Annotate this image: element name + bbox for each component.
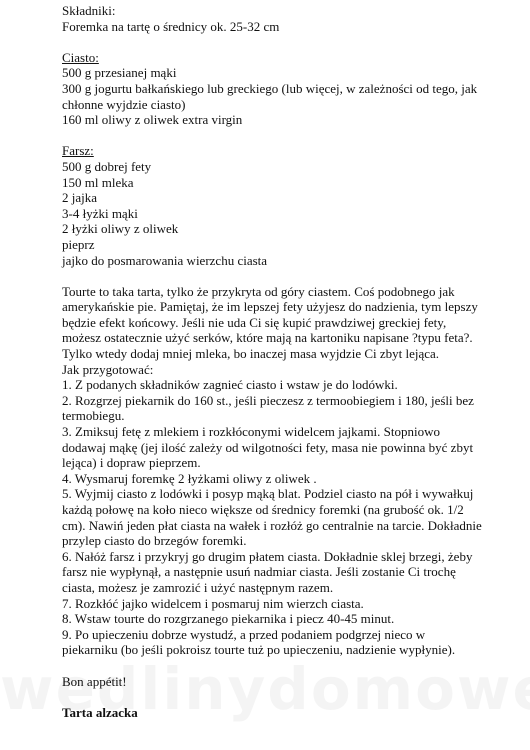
intro-line: Tourte to taka tarta, tylko że przykryta od góry ciastem. Coś podobnego jak [62, 283, 455, 299]
step-line: 9. Po upieczeniu dobrze wystudź, a przed podaniem podgrzej nieco w [62, 626, 426, 642]
filling-item: 3-4 łyżki mąki [62, 205, 138, 221]
step-line: 2. Rozgrzej piekarnik do 160 st., jeśli pieczesz z termoobiegiem i 180, jeśli bez [62, 392, 474, 408]
closing-text: Bon appétit! [62, 673, 127, 689]
filling-item: jajko do posmarowania wierzchu ciasta [62, 252, 268, 268]
step-line: 8. Wstaw tourte do rozgrzanego piekarnika i piecz 40-45 minut. [62, 611, 395, 627]
dough-item: chłonne wyjdzie ciasto) [62, 96, 186, 112]
how-to-heading: Jak przygotować: [62, 361, 154, 377]
step-line: przylep ciasto do brzegów foremki. [62, 533, 247, 549]
step-line: piekarniku (bo jeśli pokroisz tourte tuż po upieczeniu, nadzienie wypłynie). [62, 642, 456, 658]
intro-line: będzie efekt końcowy. Jeśli nie uda Ci się kupić prawdziwej greckiej fety, [62, 314, 447, 330]
step-line: każdą połowę na koło nieco większe od średnicy foremki (na grubość ok. 1/2 [62, 502, 464, 517]
step-line: 6. Nałóż farsz i przykryj go drugim płatem ciasta. Dokładnie sklej brzegi, żeby [62, 548, 473, 564]
steps-list [62, 377, 524, 658]
filling-item: pieprz [62, 236, 95, 252]
filling-heading: Farsz: [62, 143, 94, 159]
filling-item: 2 jajka [62, 190, 98, 206]
ingredients-heading: Składniki: [62, 3, 116, 18]
step-line: cm). Nawiń jeden płat ciasta na wałek i rozłóż go centralnie na tarcie. Dokładnie [62, 517, 482, 533]
intro-line: Tylko wtedy dodaj mniej mleka, bo inaczej masa wyjdzie Ci zbyt lejąca. [62, 346, 440, 362]
step-line: lejąca) i dopraw pieprzem. [62, 455, 201, 471]
next-recipe-title: Tarta alzacka [62, 704, 138, 720]
step-line: 7. Rozkłóć jajko widelcem i posmaruj nim wierzch ciasta. [62, 595, 364, 611]
dough-item: 500 g przesianej mąki [62, 65, 177, 81]
step-line: 1. Z podanych składników zagnieć ciasto i wstaw je do lodówki. [62, 377, 398, 393]
intro-paragraph [62, 284, 524, 378]
dough-item: 160 ml oliwy z oliwek extra virgin [62, 112, 243, 128]
step-line: 4. Wysmaruj foremkę 2 łyżkami oliwy z oliwek . [62, 470, 317, 486]
intro-line: możesz ostatecznie użyć serków, które mają na kartoniku napisane ?typu feta?. [62, 330, 473, 346]
step-line: termobiegu. [62, 408, 125, 424]
filling-item: 2 łyżki oliwy z oliwek [62, 221, 179, 237]
step-line: dodawaj mąkę (jej ilość zależy od wilgotności fety, masa nie powinna być zbyt [62, 439, 474, 455]
recipe-document [62, 3, 524, 720]
pan-size: Foremka na tartę o średnicy ok. 25-32 cm [62, 18, 280, 34]
filling-item: 500 g dobrej fety [62, 158, 152, 174]
intro-line: amerykańskie pie. Pamiętaj, że im lepszej fety użyjesz do nadzienia, tym lepszy [62, 299, 478, 315]
dough-item: 300 g jogurtu bałkańskiego lub greckiego (lub więcej, w zależności od tego, jak [62, 80, 478, 96]
step-line: 5. Wyjmij ciasto z lodówki i posyp mąką blat. Podziel ciasto na pół i wywałkuj [62, 486, 474, 502]
dough-heading: Ciasto: [62, 49, 99, 65]
step-line: ciasta, możesz je zamrozić i użyć następnym razem. [62, 579, 334, 595]
step-line: 3. Zmiksuj fetę z mlekiem i rozkłóconymi widelcem jajkami. Stopniowo [62, 424, 441, 440]
filling-item: 150 ml mleka [62, 174, 134, 190]
step-line: farsz nie wypłynął, a następnie usuń nadmiar ciasta. Jeśli zostanie Ci trochę [62, 564, 456, 580]
